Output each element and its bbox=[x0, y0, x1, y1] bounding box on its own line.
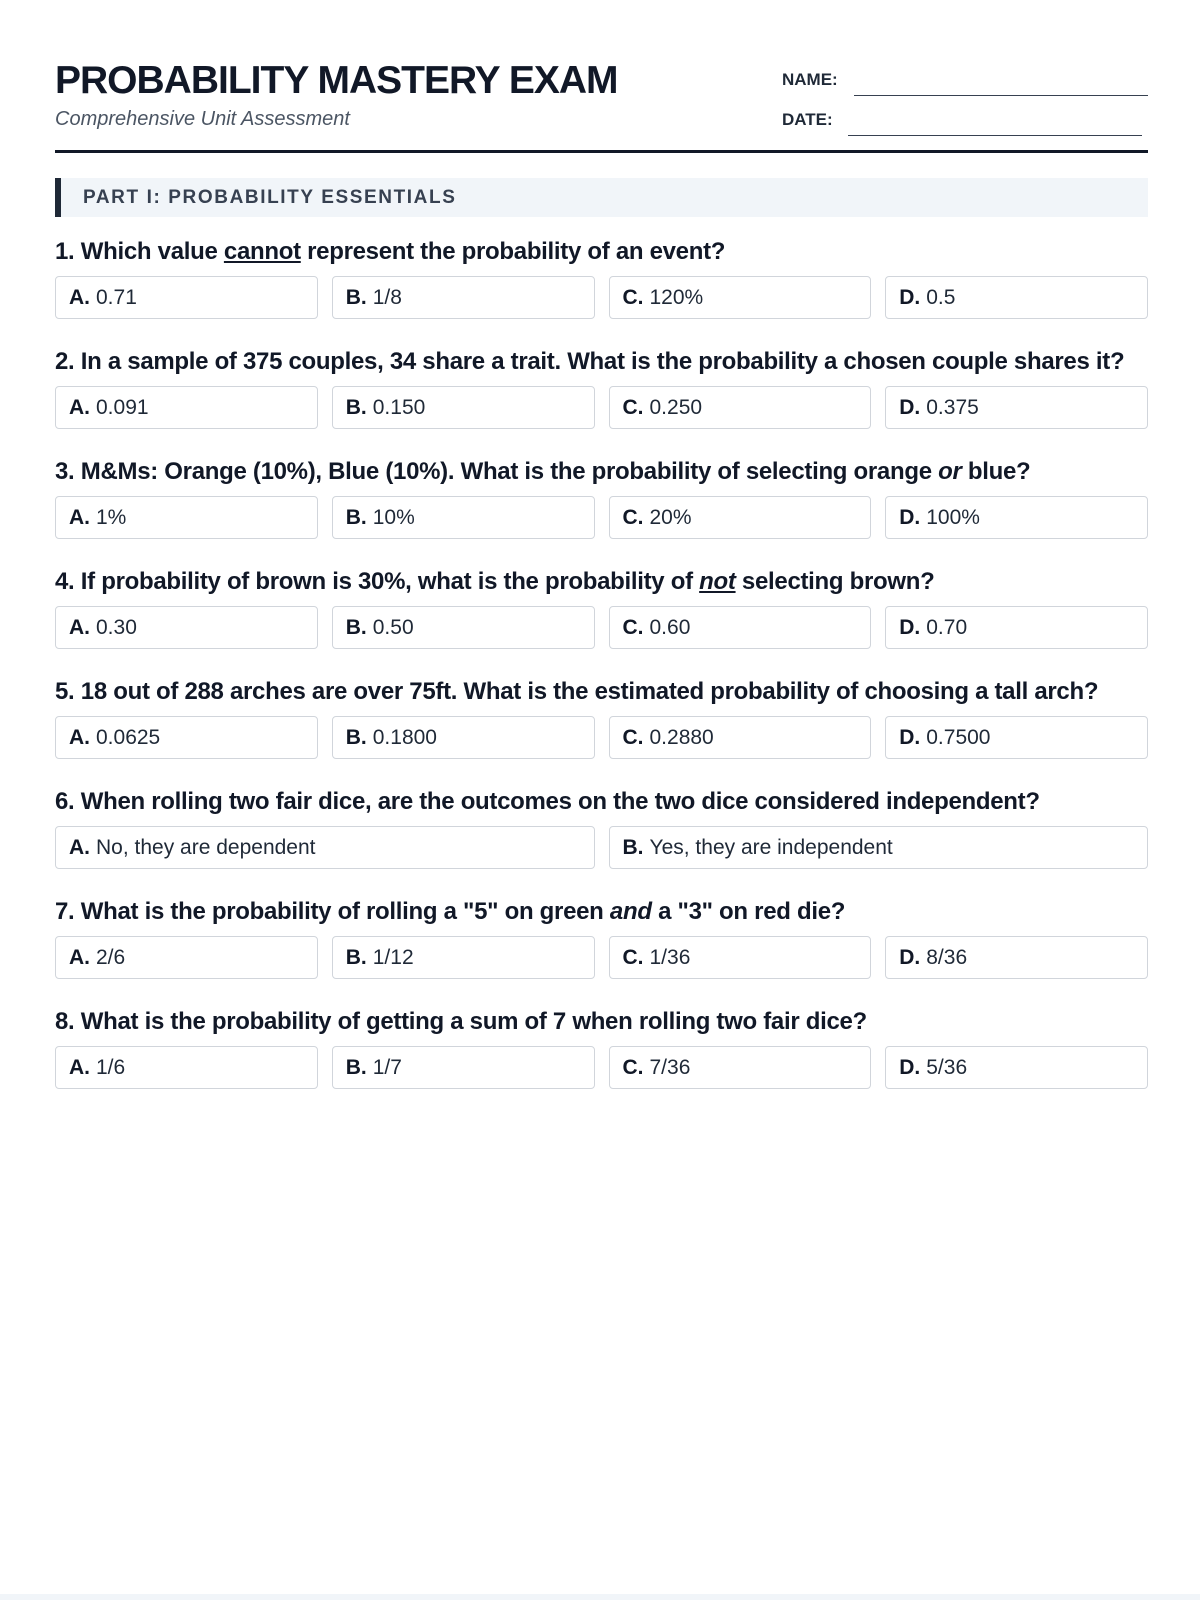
answer-option-a[interactable] bbox=[55, 826, 595, 869]
answer-option-a[interactable] bbox=[55, 276, 318, 319]
page-title: PROBABILITY MASTERY EXAM bbox=[55, 59, 618, 102]
answer-option-a[interactable] bbox=[55, 936, 318, 979]
answer-option-d[interactable] bbox=[885, 1046, 1148, 1089]
option-text: 0.250 bbox=[649, 396, 703, 419]
option-letter: C. bbox=[622, 616, 644, 639]
answer-options bbox=[55, 386, 1148, 429]
question-text-part: 1. Which value bbox=[55, 238, 224, 265]
option-letter: D. bbox=[899, 506, 921, 529]
option-text: 120% bbox=[649, 286, 704, 309]
question-text-part: or bbox=[938, 458, 962, 485]
date-field[interactable] bbox=[782, 106, 1148, 136]
question-text-part: 3. M&Ms: Orange (10%), Blue (10%). What is the probability of selecting orange bbox=[55, 458, 939, 485]
option-letter: C. bbox=[622, 1056, 644, 1079]
answer-options bbox=[55, 716, 1148, 759]
option-text: 1/7 bbox=[372, 1056, 402, 1079]
option-letter: B. bbox=[345, 616, 367, 639]
answer-option-b[interactable] bbox=[332, 716, 595, 759]
question-8 bbox=[55, 1006, 1148, 1089]
question-text-part: 4. If probability of brown is 30%, what is the probability of bbox=[55, 568, 700, 595]
name-field[interactable] bbox=[782, 66, 1148, 96]
date-label: DATE: bbox=[782, 110, 833, 129]
option-letter: B. bbox=[345, 946, 367, 969]
question-4 bbox=[55, 566, 1148, 649]
option-letter: C. bbox=[622, 396, 644, 419]
option-letter: B. bbox=[345, 506, 367, 529]
option-text: 1/36 bbox=[649, 946, 691, 969]
option-letter: B. bbox=[345, 286, 367, 309]
question-text-part: a "3" on red die? bbox=[651, 898, 846, 925]
question-1 bbox=[55, 236, 1148, 319]
option-text: 0.30 bbox=[96, 616, 137, 639]
question-text bbox=[55, 786, 1148, 818]
option-text: 0.091 bbox=[96, 396, 149, 419]
page-bottom-bar bbox=[0, 1594, 1200, 1600]
exam-page bbox=[55, 56, 1148, 1079]
question-5 bbox=[55, 676, 1148, 759]
answer-option-c[interactable] bbox=[609, 496, 872, 539]
option-text: 0.50 bbox=[372, 616, 414, 639]
page-subtitle: Comprehensive Unit Assessment bbox=[55, 108, 350, 130]
question-text-part: 5. 18 out of 288 arches are over 75ft. What is the estimated probability of choosing a tall arch? bbox=[55, 678, 1099, 705]
answer-option-d[interactable] bbox=[885, 716, 1148, 759]
option-letter: D. bbox=[899, 726, 921, 749]
question-text bbox=[55, 896, 1148, 928]
option-letter: C. bbox=[622, 506, 644, 529]
option-text: 5/36 bbox=[926, 1056, 968, 1079]
question-list bbox=[55, 236, 1148, 1116]
question-text-part: 6. When rolling two fair dice, are the outcomes on the two dice considered independent? bbox=[55, 788, 1040, 815]
question-text-part: 8. What is the probability of getting a sum of 7 when rolling two fair dice? bbox=[55, 1008, 867, 1035]
answer-option-c[interactable] bbox=[609, 1046, 872, 1089]
option-letter: B. bbox=[345, 396, 367, 419]
answer-option-d[interactable] bbox=[885, 496, 1148, 539]
option-text: 0.5 bbox=[926, 286, 956, 309]
answer-option-b[interactable] bbox=[332, 496, 595, 539]
option-text: 100% bbox=[926, 506, 980, 529]
question-7 bbox=[55, 896, 1148, 979]
question-text bbox=[55, 456, 1148, 488]
option-text: 1% bbox=[96, 506, 127, 529]
option-letter: D. bbox=[899, 946, 921, 969]
option-letter: A. bbox=[69, 836, 90, 859]
option-text: 1/8 bbox=[372, 286, 402, 309]
answer-options bbox=[55, 936, 1148, 979]
option-text: 0.0625 bbox=[96, 726, 161, 749]
question-text-part: represent the probability of an event? bbox=[300, 238, 726, 265]
option-letter: C. bbox=[622, 726, 644, 749]
answer-option-a[interactable] bbox=[55, 716, 318, 759]
answer-option-c[interactable] bbox=[609, 606, 872, 649]
answer-options bbox=[55, 496, 1148, 539]
question-text-part: and bbox=[609, 898, 652, 925]
date-line[interactable] bbox=[848, 135, 1142, 136]
option-letter: A. bbox=[69, 286, 90, 309]
option-letter: A. bbox=[69, 396, 90, 419]
option-text: Yes, they are independent bbox=[649, 836, 893, 859]
answer-options bbox=[55, 826, 1148, 869]
question-text-part: blue? bbox=[961, 458, 1031, 485]
question-3 bbox=[55, 456, 1148, 539]
option-letter: B. bbox=[622, 836, 644, 859]
option-text: 0.1800 bbox=[372, 726, 437, 749]
option-text: 0.70 bbox=[926, 616, 968, 639]
question-text bbox=[55, 346, 1148, 378]
option-text: 0.60 bbox=[649, 616, 691, 639]
answer-option-d[interactable] bbox=[885, 386, 1148, 429]
option-text: 0.7500 bbox=[926, 726, 991, 749]
option-letter: B. bbox=[345, 1056, 367, 1079]
answer-option-c[interactable] bbox=[609, 716, 872, 759]
question-2 bbox=[55, 346, 1148, 429]
answer-option-d[interactable] bbox=[885, 276, 1148, 319]
option-text: 2/6 bbox=[96, 946, 126, 969]
question-text-part: selecting brown? bbox=[735, 568, 935, 595]
answer-option-b[interactable] bbox=[332, 276, 595, 319]
answer-option-d[interactable] bbox=[885, 606, 1148, 649]
name-line[interactable] bbox=[854, 95, 1148, 96]
section-title: PART I: PROBABILITY ESSENTIALS bbox=[83, 187, 457, 208]
answer-option-c[interactable] bbox=[609, 276, 872, 319]
question-6 bbox=[55, 786, 1148, 869]
option-text: 0.150 bbox=[372, 396, 426, 419]
option-letter: A. bbox=[69, 1056, 90, 1079]
option-text: No, they are dependent bbox=[96, 836, 316, 859]
option-text: 10% bbox=[372, 506, 415, 529]
option-letter: C. bbox=[622, 946, 644, 969]
option-letter: C. bbox=[622, 286, 644, 309]
answer-option-d[interactable] bbox=[885, 936, 1148, 979]
option-text: 8/36 bbox=[926, 946, 968, 969]
option-letter: D. bbox=[899, 396, 921, 419]
question-text bbox=[55, 566, 1148, 598]
option-text: 7/36 bbox=[649, 1056, 691, 1079]
option-text: 20% bbox=[649, 506, 692, 529]
answer-options bbox=[55, 1046, 1148, 1089]
option-text: 0.71 bbox=[96, 286, 137, 309]
question-text bbox=[55, 676, 1148, 708]
answer-option-a[interactable] bbox=[55, 496, 318, 539]
option-letter: A. bbox=[69, 616, 90, 639]
option-letter: A. bbox=[69, 726, 90, 749]
option-letter: D. bbox=[899, 286, 921, 309]
question-text-part: 2. In a sample of 375 couples, 34 share a trait. What is the probability a chosen couple shares it? bbox=[55, 348, 1125, 375]
section-banner bbox=[55, 178, 1148, 217]
option-letter: D. bbox=[899, 1056, 921, 1079]
exam-header bbox=[55, 56, 1148, 153]
option-text: 1/12 bbox=[372, 946, 414, 969]
question-text-part: cannot bbox=[223, 238, 301, 265]
option-letter: B. bbox=[345, 726, 367, 749]
option-text: 0.375 bbox=[926, 396, 979, 419]
question-text-part: not bbox=[699, 568, 736, 595]
answer-option-a[interactable] bbox=[55, 606, 318, 649]
answer-option-c[interactable] bbox=[609, 936, 872, 979]
question-text-part: 7. What is the probability of rolling a "5" on green bbox=[55, 898, 610, 925]
option-text: 1/6 bbox=[96, 1056, 126, 1079]
option-letter: A. bbox=[69, 506, 90, 529]
answer-option-b[interactable] bbox=[609, 826, 1149, 869]
option-letter: D. bbox=[899, 616, 921, 639]
answer-option-b[interactable] bbox=[332, 1046, 595, 1089]
question-text bbox=[55, 236, 1148, 268]
name-label: NAME: bbox=[782, 70, 838, 89]
answer-option-a[interactable] bbox=[55, 386, 318, 429]
answer-option-b[interactable] bbox=[332, 936, 595, 979]
question-text bbox=[55, 1006, 1148, 1038]
answer-option-c[interactable] bbox=[609, 386, 872, 429]
answer-option-b[interactable] bbox=[332, 606, 595, 649]
answer-option-a[interactable] bbox=[55, 1046, 318, 1089]
answer-options bbox=[55, 276, 1148, 319]
option-text: 0.2880 bbox=[649, 726, 714, 749]
answer-option-b[interactable] bbox=[332, 386, 595, 429]
answer-options bbox=[55, 606, 1148, 649]
option-letter: A. bbox=[69, 946, 90, 969]
